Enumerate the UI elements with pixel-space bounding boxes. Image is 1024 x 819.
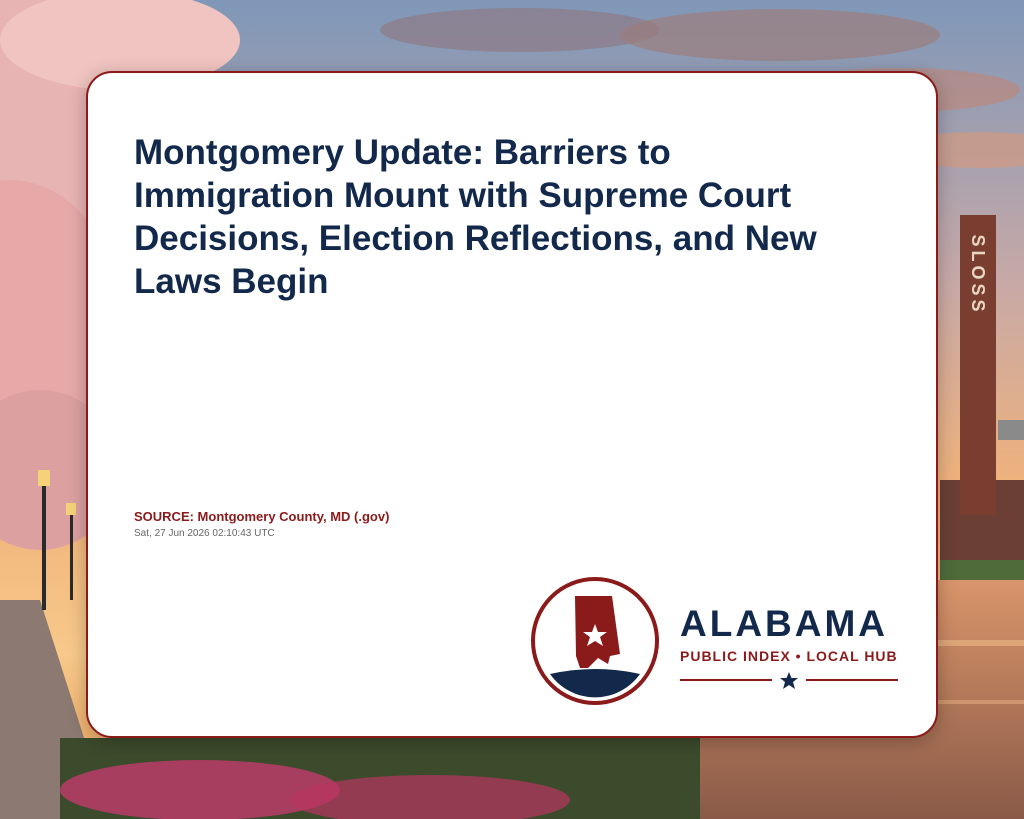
article-timestamp: Sat, 27 Jun 2026 02:10:43 UTC [134,528,275,539]
brand-name: ALABAMA [680,603,889,644]
smokestack-text: SLOSS [968,234,988,316]
article-card[interactable] [86,71,938,738]
article-source: SOURCE: Montgomery County, MD (.gov) [134,509,390,524]
brand-logo [530,576,900,706]
article-headline[interactable]: Montgomery Update: Barriers to Immigration Mount with Supreme Court Decisions, Election Reflections, and New Laws Begin [134,133,817,301]
brand-tagline: PUBLIC INDEX • LOCAL HUB [680,648,898,664]
star-divider-icon [680,672,898,692]
alabama-seal-icon [530,576,660,706]
